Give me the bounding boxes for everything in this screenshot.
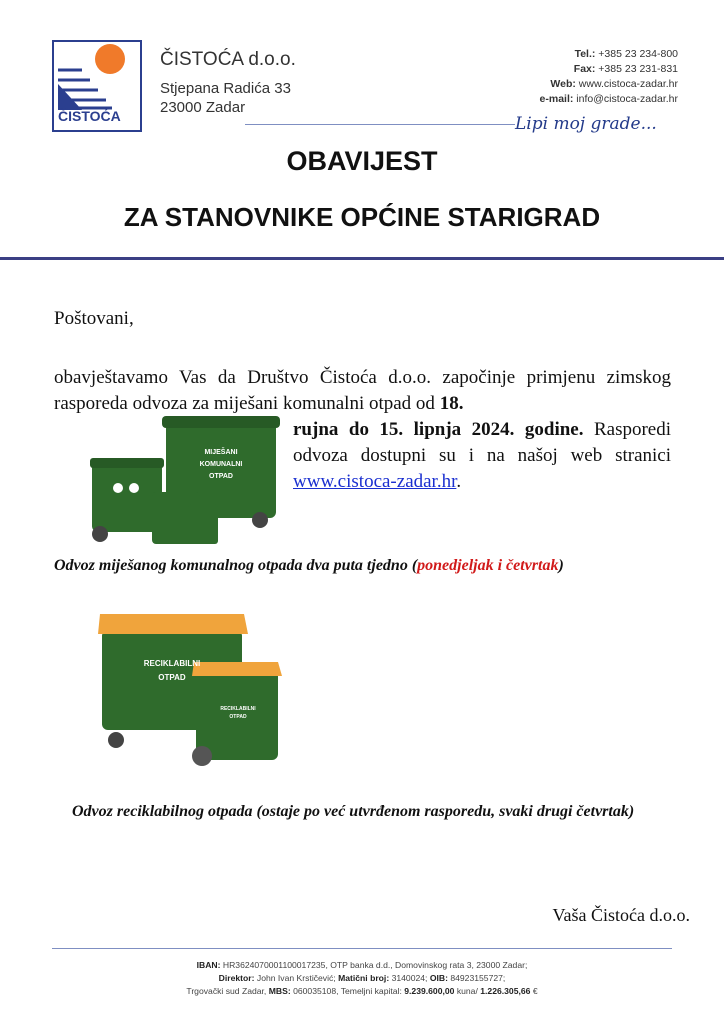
- tel-label: Tel.:: [574, 48, 596, 60]
- address-line-1: Stjepana Radića 33: [160, 80, 291, 97]
- capital-eur-unit: €: [532, 986, 538, 996]
- slogan: Lipi moj grade...: [515, 114, 657, 134]
- slogan-underline: [245, 124, 515, 125]
- paragraph-1-text: obavještavamo Vas da Društvo Čistoća d.o.o. započinje primjenu zimskog rasporeda odvoza za miješani komunalni otpad od: [54, 367, 671, 414]
- mb-value: 3140024;: [391, 973, 428, 983]
- paragraph-1-date: 18.: [439, 393, 464, 414]
- fax-value: +385 23 231-831: [598, 63, 678, 75]
- paragraph-2: [293, 417, 671, 495]
- email-label: e-mail:: [539, 93, 574, 105]
- bin-label-recycle-2: OTPAD: [158, 673, 186, 682]
- company-logo: [52, 40, 142, 132]
- capital-eur: 1.226.305,66: [480, 986, 531, 996]
- bin-label-mixed-2: KOMUNALNI: [199, 461, 243, 468]
- note-recyclable-waste: Odvoz reciklabilnog otpada (ostaje po već utvrđenom rasporedu, svaki drugi četvrtak): [72, 803, 635, 820]
- logo-text: ČISTOĆA: [58, 108, 121, 124]
- bin-label-recycle-1: RECIKLABILNI: [143, 659, 201, 668]
- note-mixed-end: ): [558, 557, 564, 574]
- iban-value: HR3624070001100017235, OTP banka d.d., Domovinskog rata 3, 23000 Zadar;: [222, 960, 528, 970]
- address-line-2: 23000 Zadar: [160, 99, 246, 116]
- email-value[interactable]: info@cistoca-zadar.hr: [576, 93, 678, 105]
- paragraph-2-text: Rasporedi odvoza dostupni su i na našoj web stranici: [293, 419, 672, 466]
- company-name: ČISTOĆA d.o.o.: [160, 49, 296, 70]
- oib-label: OIB:: [429, 973, 448, 983]
- title-obavijest: OBAVIJEST: [286, 146, 438, 176]
- greeting: Poštovani,: [54, 308, 134, 329]
- title-subtitle: ZA STANOVNIKE OPĆINE STARIGRAD: [123, 202, 601, 232]
- note-mixed-waste: [54, 553, 674, 578]
- web-value[interactable]: www.cistoca-zadar.hr: [578, 78, 678, 90]
- note-mixed-text: Odvoz miješanog komunalnog otpada dva puta tjedno (: [54, 557, 418, 574]
- bin-label-mixed-1: MIJEŠANI: [204, 449, 238, 456]
- note-mixed-days: ponedjeljak i četvrtak: [417, 557, 559, 574]
- tel-value: +385 23 234-800: [598, 48, 678, 60]
- capital-kn-unit: kuna/: [456, 986, 478, 996]
- signature: Vaša Čistoća d.o.o.: [552, 905, 690, 925]
- fax-label: Fax:: [573, 63, 596, 75]
- court-text: Trgovački sud Zadar,: [186, 986, 267, 996]
- footer: [0, 959, 724, 998]
- recyclable-bins-image: [98, 610, 288, 770]
- mixed-waste-bins-image: [88, 412, 288, 552]
- mb-label: Matični broj:: [338, 973, 390, 983]
- paragraph-2-date: rujna do 15. lipnja 2024. godine.: [293, 419, 584, 440]
- footer-divider: [52, 948, 672, 949]
- small-bin-label-1: RECIKLABILNI: [220, 706, 256, 712]
- mbs-label: MBS:: [268, 986, 291, 996]
- iban-label: IBAN:: [196, 960, 221, 970]
- website-link[interactable]: www.cistoca-zadar.hr: [293, 471, 457, 492]
- web-label: Web:: [550, 78, 576, 90]
- director-label: Direktor:: [218, 973, 255, 983]
- header-divider: [0, 257, 724, 260]
- contact-block: [540, 47, 678, 107]
- oib-value: 84923155727;: [450, 973, 506, 983]
- company-address: [160, 79, 291, 117]
- bin-label-mixed-3: OTPAD: [209, 473, 233, 480]
- capital-label: Temeljni kapital:: [340, 986, 402, 996]
- director-value: John Ivan Krstičević;: [256, 973, 336, 983]
- capital-kn: 9.239.600,00: [404, 986, 455, 996]
- mbs-value: 060035108,: [293, 986, 339, 996]
- small-bin-label-2: OTPAD: [229, 714, 247, 720]
- paragraph-1: [54, 365, 671, 417]
- paragraph-2-end: .: [456, 471, 462, 492]
